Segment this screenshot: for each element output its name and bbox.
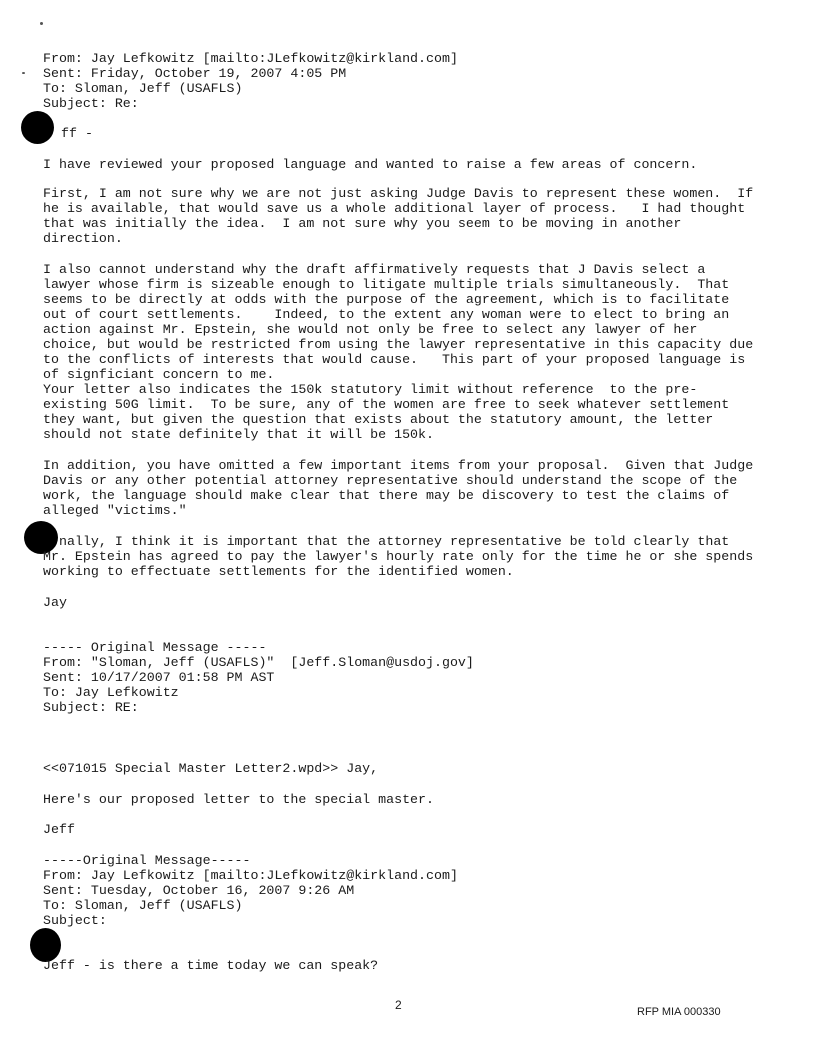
paragraph-3-line: out of court settlements. Indeed, to the extent any woman were to elect to bring an (43, 307, 730, 322)
signoff-jay: Jay (43, 595, 67, 610)
paragraph-4-line: Davis or any other potential attorney representative should understand the scope of the (43, 473, 738, 488)
paragraph-1: I have reviewed your proposed language and wanted to raise a few areas of concern. (43, 157, 698, 172)
email-subject: Subject: Re: (43, 96, 139, 111)
email-sent: Sent: 10/17/2007 01:58 PM AST (43, 670, 275, 685)
redaction-mark (21, 111, 54, 144)
paragraph-3-line: lawyer whose firm is sizeable enough to litigate multiple trials simultaneously. That (43, 277, 730, 292)
paragraph-3-line: action against Mr. Epstein, she would not only be free to select any lawyer of her (43, 322, 698, 337)
paragraph-2-line: he is available, that would save us a whole additional layer of process. I had thought (43, 201, 746, 216)
redaction-mark (30, 928, 61, 962)
page-number: 2 (395, 998, 402, 1012)
paragraph-2-line: that was initially the idea. I am not sure why you seem to be moving in another (43, 216, 682, 231)
bates-number: RFP MIA 000330 (637, 1006, 721, 1018)
paragraph-3-line: they want, but given the question that exists about the statutory amount, the letter (43, 412, 714, 427)
paragraph-3-line: of signficiant concern to me. (43, 367, 275, 382)
original-message-divider: ----- Original Message ----- (43, 640, 267, 655)
attachment-line: <<071015 Special Master Letter2.wpd>> Jay, (43, 761, 379, 776)
paragraph-4-line: work, the language should make clear that there may be discovery to test the claims of (43, 488, 730, 503)
scan-speck (40, 22, 43, 25)
paragraph-5-line: nally, I think it is important that the attorney representative be told clearly that (59, 534, 730, 549)
paragraph-3-line: seems to be directly at odds with the purpose of the agreement, which is to facilitate (43, 292, 730, 307)
message-line: Jeff - is there a time today we can speak? (43, 958, 379, 973)
email-sent: Sent: Friday, October 19, 2007 4:05 PM (43, 66, 347, 81)
salutation: ff - (61, 126, 93, 141)
paragraph-3-line: should not state definitely that it will be 150k. (43, 427, 434, 442)
email-from: From: Jay Lefkowitz [mailto:JLefkowitz@kirkland.com] (43, 51, 458, 66)
message-line: Here's our proposed letter to the special master. (43, 792, 434, 807)
original-message-divider: -----Original Message----- (43, 853, 251, 868)
paragraph-3-line: choice, but would be restricted from using the lawyer representative in this capacity due (43, 337, 754, 352)
paragraph-5-line: Mr. Epstein has agreed to pay the lawyer's hourly rate only for the time he or she spends (43, 549, 754, 564)
email-subject: Subject: RE: (43, 700, 139, 715)
paragraph-3-line: existing 50G limit. To be sure, any of the women are free to seek whatever settlement (43, 397, 730, 412)
paragraph-2-line: direction. (43, 231, 123, 246)
paragraph-4-line: In addition, you have omitted a few important items from your proposal. Given that Judge (43, 458, 754, 473)
signoff-jeff: Jeff (43, 822, 75, 837)
email-from: From: Jay Lefkowitz [mailto:JLefkowitz@kirkland.com] (43, 868, 458, 883)
paragraph-4-line: alleged "victims." (43, 503, 187, 518)
paragraph-2-line: First, I am not sure why we are not just asking Judge Davis to represent these women. If (43, 186, 754, 201)
scan-speck (22, 72, 25, 74)
email-subject: Subject: (43, 913, 107, 928)
paragraph-3-line: Your letter also indicates the 150k statutory limit without reference to the pre- (43, 382, 698, 397)
email-to: To: Sloman, Jeff (USAFLS) (43, 81, 243, 96)
email-to: To: Jay Lefkowitz (43, 685, 179, 700)
paragraph-3-line: I also cannot understand why the draft affirmatively requests that J Davis select a (43, 262, 706, 277)
email-to: To: Sloman, Jeff (USAFLS) (43, 898, 243, 913)
paragraph-3-line: to the conflicts of interests that would cause. This part of your proposed language is (43, 352, 746, 367)
email-sent: Sent: Tuesday, October 16, 2007 9:26 AM (43, 883, 355, 898)
paragraph-5-line: working to effectuate settlements for the identified women. (43, 564, 514, 579)
email-from: From: "Sloman, Jeff (USAFLS)" [Jeff.Sloman@usdoj.gov] (43, 655, 474, 670)
